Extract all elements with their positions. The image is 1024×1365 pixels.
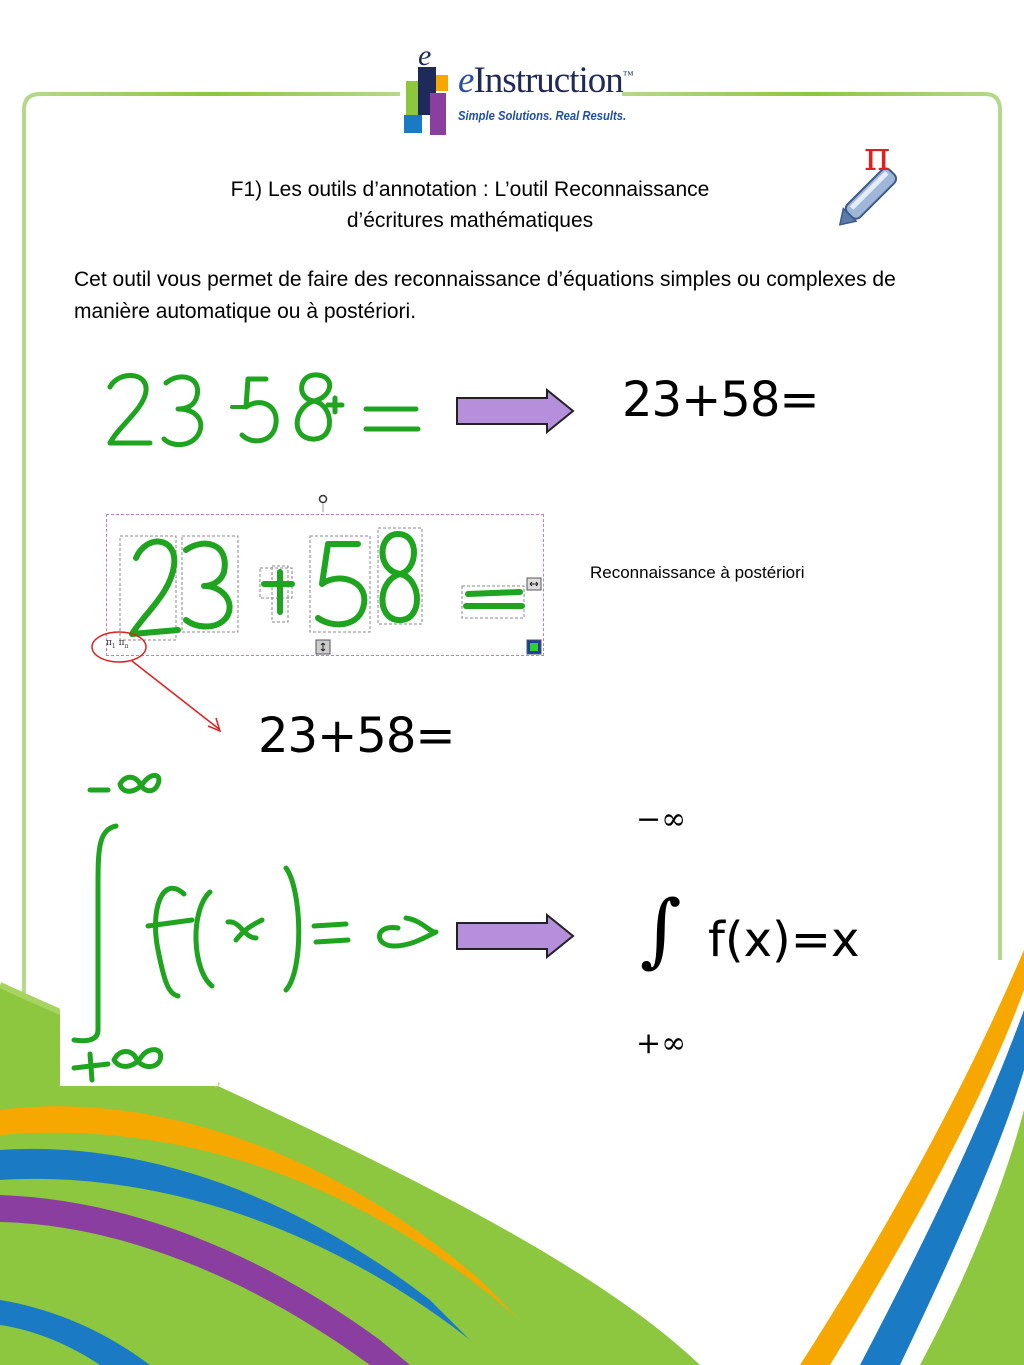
- recognized-integral-sign: ∫: [640, 883, 682, 976]
- page-title: [140, 174, 800, 236]
- handwritten-integral: [64, 770, 454, 1085]
- rotate-handle-icon[interactable]: [316, 490, 330, 514]
- recognized-equation-2: 23+58=: [258, 708, 455, 764]
- highlight-annotation: [88, 628, 238, 738]
- right-arrow-1: [455, 388, 577, 434]
- recognized-integrand: f(x)=x: [708, 912, 860, 968]
- logo-tagline: Simple Solutions. Real Results.: [458, 109, 627, 123]
- pi-recognize-icon[interactable]: $\pi_1$ $\pi_\pi$: [106, 638, 129, 650]
- logo-letter: e: [418, 39, 432, 72]
- logo-wordmark: eInstruction™: [458, 60, 633, 101]
- recognized-upper-limit: −∞: [636, 802, 687, 837]
- handwritten-equation-1: [100, 365, 430, 455]
- intro-text: Cet outil vous permet de faire des reconnaissance d’équations simples ou complexes de manière automatique ou à postériori.: [74, 268, 896, 323]
- pen-pi-icon: π: [826, 140, 906, 235]
- einstruction-logo: [400, 39, 633, 145]
- title-line-1: F1) Les outils d’annotation : L’outil Reconnaissance: [230, 178, 710, 201]
- right-arrow-2: [455, 913, 577, 959]
- title-line-2: d’écritures mathématiques: [346, 209, 594, 232]
- recognized-equation-1: 23+58=: [622, 372, 819, 428]
- recognized-lower-limit: +∞: [636, 1026, 687, 1061]
- caption-a-posteriori: Reconnaissance à postériori: [590, 563, 805, 582]
